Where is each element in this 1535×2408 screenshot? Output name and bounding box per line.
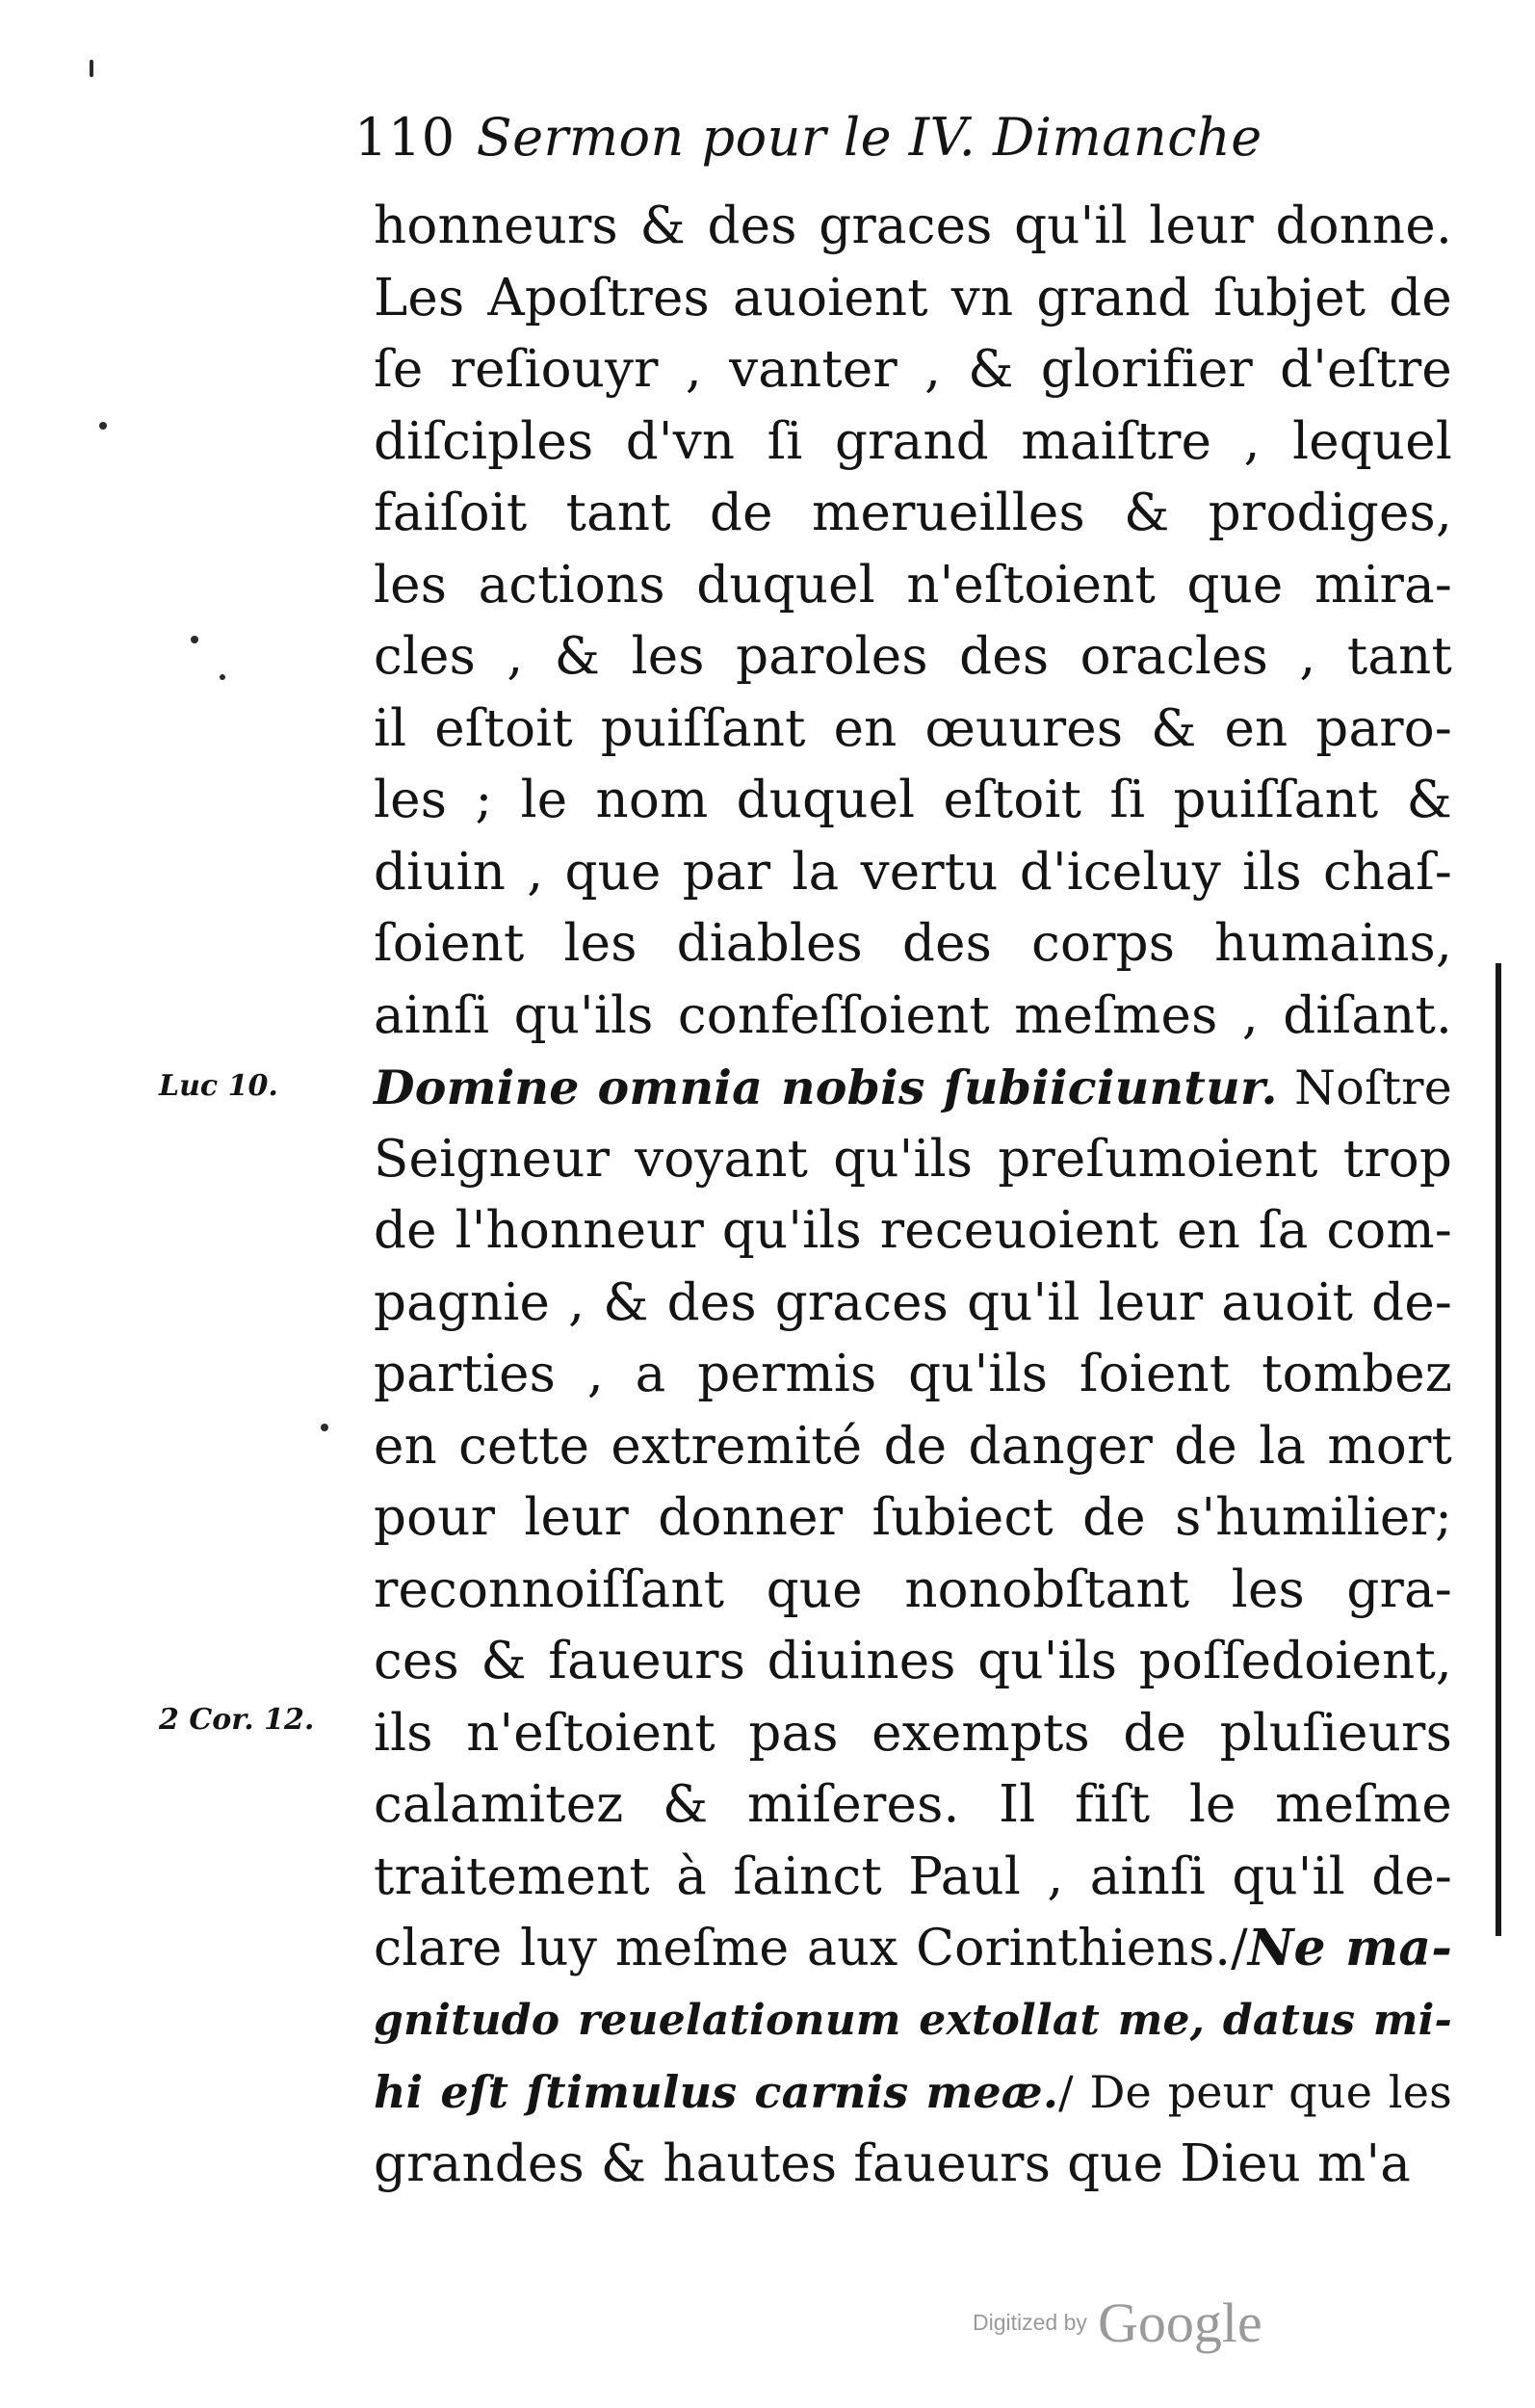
bracket-mark: / <box>1231 1920 1248 1977</box>
latin-quote: gnitudo reuelationum extollat me, datus mi- <box>374 1995 1452 2045</box>
margin-note-cor: 2 Cor. 12. <box>159 1703 315 1737</box>
page-number: 110 <box>354 107 455 168</box>
text-line <box>374 1052 1452 1124</box>
watermark-prefix: Digitized by <box>973 2310 1087 2335</box>
text-line: faiſoit tant de merueilles & prodiges, <box>374 484 1452 542</box>
running-title: Sermon pour le IV. Dimanche <box>476 107 1262 168</box>
text-line: diſciples d'vn ſi grand maiſtre , lequel <box>374 411 1452 471</box>
text-line <box>374 1913 1452 1985</box>
text-line: ainſi qu'ils confeſſoient meſmes , diſant. <box>374 985 1452 1045</box>
text-line: parties , a permis qu'ils ſoient tombez <box>374 1345 1452 1403</box>
latin-quote: hi eſt ſtimulus carnis meæ. <box>374 2066 1059 2118</box>
text-line: en cette extremité de danger de la mort <box>374 1416 1452 1476</box>
margin-rule <box>1496 963 1501 1936</box>
latin-quote: Domine omnia nobis ſubiiciuntur. <box>374 1060 1278 1115</box>
text-line: grandes & hautes faueurs que Dieu m'a <box>374 2133 1412 2193</box>
text-line <box>374 2056 1452 2129</box>
text-line: diuin , que par la vertu d'iceluy ils chaſ- <box>374 842 1452 902</box>
text-line: calamitez & miſeres. Il fiſt le meſme <box>374 1775 1452 1834</box>
text-line: honneurs & des graces qu'il leur donne. <box>374 196 1452 255</box>
text-line: traitement à ſainct Paul , ainſi qu'il de- <box>374 1846 1452 1906</box>
text-run: De peur que les <box>1073 2066 1452 2118</box>
latin-quote: Ne ma- <box>1247 1919 1452 1977</box>
text-line: cles , & les paroles des oracles , tant <box>374 627 1452 686</box>
text-line: Les Apoſtres auoient vn grand ſubjet de <box>374 268 1452 327</box>
text-line: de l'honneur qu'ils receuoient en ſa com- <box>374 1201 1452 1260</box>
text-line <box>374 1985 1452 2057</box>
text-line: ils n'eſtoient pas exempts de pluſieurs <box>374 1703 1452 1763</box>
text-run: Noſtre <box>1277 1060 1452 1115</box>
body-text <box>374 191 1452 2200</box>
google-logo: Google <box>1097 2291 1262 2354</box>
ink-speck <box>321 1424 328 1431</box>
text-line: ces & faueurs diuines qu'ils poſſedoient, <box>374 1632 1452 1690</box>
bracket-mark: / <box>1058 2066 1074 2118</box>
running-header <box>354 104 1317 171</box>
ink-speck <box>99 422 107 430</box>
text-line: reconnoiſſant que nonobſtant les gra- <box>374 1559 1452 1619</box>
ink-speck <box>220 674 225 680</box>
text-run: clare luy meſme aux Corinthiens. <box>374 1920 1232 1977</box>
text-line: ſoient les diables des corps humains, <box>374 914 1452 973</box>
margin-note-luc: Luc 10. <box>159 1069 278 1103</box>
text-line: pour leur donner ſubiect de s'humilier; <box>374 1488 1452 1547</box>
text-line: Seigneur voyant qu'ils preſumoient trop <box>374 1129 1452 1189</box>
text-line: il eſtoit puiſſant en œuures & en paro- <box>374 698 1452 758</box>
ink-speck <box>90 60 93 77</box>
text-line: ſe reſiouyr , vanter , & glorifier d'eſtre <box>374 340 1452 399</box>
text-line: les actions duquel n'eſtoient que mira- <box>374 555 1452 615</box>
ink-speck <box>191 636 198 643</box>
text-line: pagnie , & des graces qu'il leur auoit de- <box>374 1272 1452 1332</box>
text-line: les ; le nom duquel eſtoit ſi puiſſant & <box>374 771 1452 829</box>
digitized-watermark <box>973 2290 1262 2355</box>
